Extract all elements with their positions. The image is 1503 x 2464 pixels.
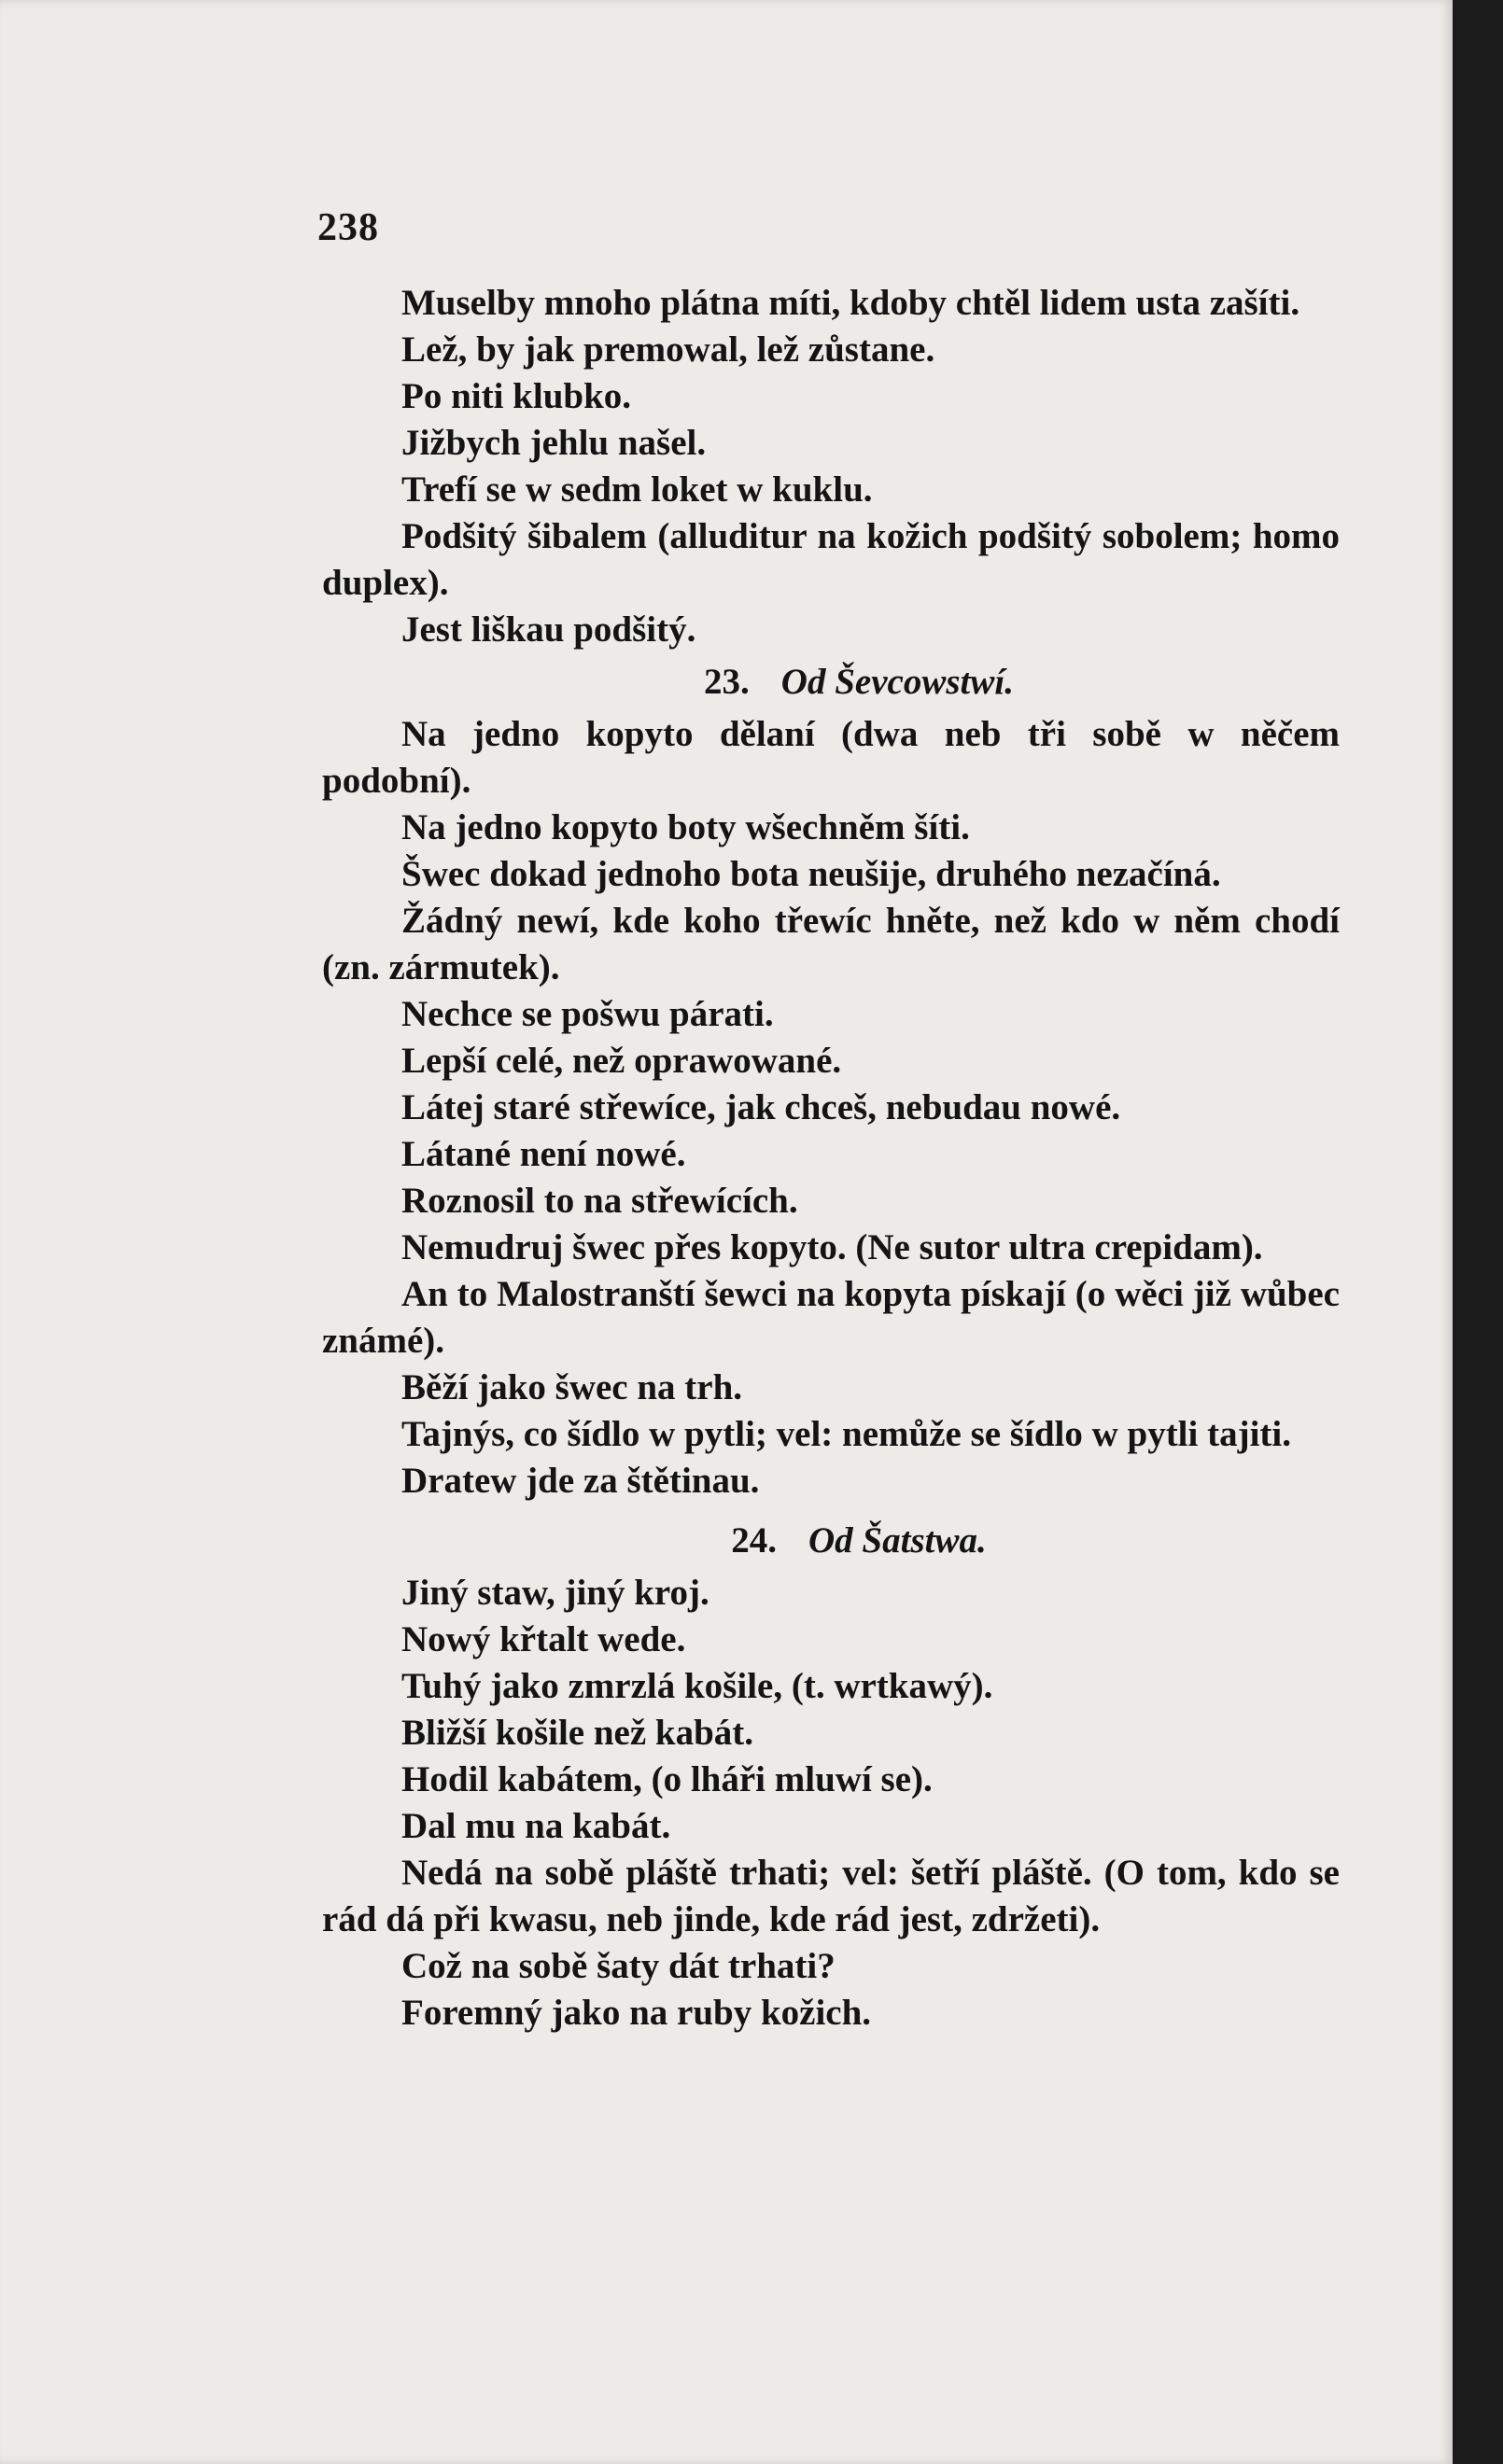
section-heading-23 <box>322 659 1340 706</box>
proverb-line: Na jedno kopyto dělaní (dwa neb tři sobě w něčem podobní). <box>322 714 1340 801</box>
proverb-line: Tajnýs, co šídlo w pytli; vel: nemůže se šídlo w pytli tajiti. <box>401 1414 1291 1454</box>
proverb-line: Foremný jako na ruby kožich. <box>401 1993 872 2033</box>
section-number: 24. <box>731 1520 778 1561</box>
proverb-line: Nechce se pošwu párati. <box>401 994 774 1034</box>
proverb-line: Muselby mnoho plátna míti, kdoby chtěl lidem usta zašíti. <box>401 283 1300 323</box>
proverb-line: Nedá na sobě pláště trhati; vel: šetří pláště. (O tom, kdo se rád dá při kwasu, neb jinde, kde rád jest, zdržeti). <box>322 1853 1340 1939</box>
proverb-line: Jiný staw, jiný kroj. <box>401 1573 709 1613</box>
proverb-line: Na jedno kopyto boty wšechněm šíti. <box>401 807 970 847</box>
proverb-line: Dal mu na kabát. <box>401 1806 671 1846</box>
proverb-line: Nemudruj šwec přes kopyto. (Ne sutor ultra crepidam). <box>401 1227 1263 1267</box>
proverb-line: Lepší celé, než oprawowané. <box>401 1041 842 1081</box>
section-title: Od Šatstwa. <box>808 1520 987 1561</box>
proverb-line: An to Malostranští šewci na kopyta pískají (o wěci již wůbec známé). <box>322 1274 1340 1361</box>
proverb-line: Jižbych jehlu našel. <box>401 423 707 463</box>
proverb-line: Látané není nowé. <box>401 1134 686 1174</box>
proverb-line: Žádný newí, kde koho třewíc hněte, než kdo w něm chodí (zn. zármutek). <box>322 901 1340 987</box>
proverb-line: Látej staré střewíce, jak chceš, nebudau nowé. <box>401 1087 1121 1127</box>
proverb-line: Šwec dokad jednoho bota neušije, druhého nezačíná. <box>401 854 1221 894</box>
proverb-line: Což na sobě šaty dát trhati? <box>401 1946 836 1986</box>
proverb-line: Jest liškau podšitý. <box>401 609 696 650</box>
proverb-line: Dratew jde za štětinau. <box>401 1461 760 1501</box>
proverb-line: Podšitý šibalem (alluditur na kožich podšitý sobolem; homo duplex). <box>322 516 1340 603</box>
section-heading-24 <box>322 1518 1340 1564</box>
section-title: Od Ševcowstwí. <box>780 662 1014 702</box>
proverb-line: Lež, by jak premowal, lež zůstane. <box>401 329 935 370</box>
proverb-line: Tuhý jako zmrzlá košile, (t. wrtkawý). <box>401 1666 993 1706</box>
page-number: 238 <box>317 206 379 249</box>
proverb-line: Roznosil to na střewících. <box>401 1181 798 1221</box>
proverb-line: Nowý křtalt wede. <box>401 1619 686 1659</box>
proverb-line: Trefí se w sedm loket w kuklu. <box>401 469 873 510</box>
proverb-line: Po niti klubko. <box>401 376 632 416</box>
section-number: 23. <box>704 662 750 702</box>
proverb-line: Bližší košile než kabát. <box>401 1713 754 1753</box>
proverb-line: Běží jako šwec na trh. <box>401 1367 743 1407</box>
page-text <box>322 280 1340 2037</box>
proverb-line: Hodil kabátem, (o lháři mluwí se). <box>401 1759 933 1799</box>
